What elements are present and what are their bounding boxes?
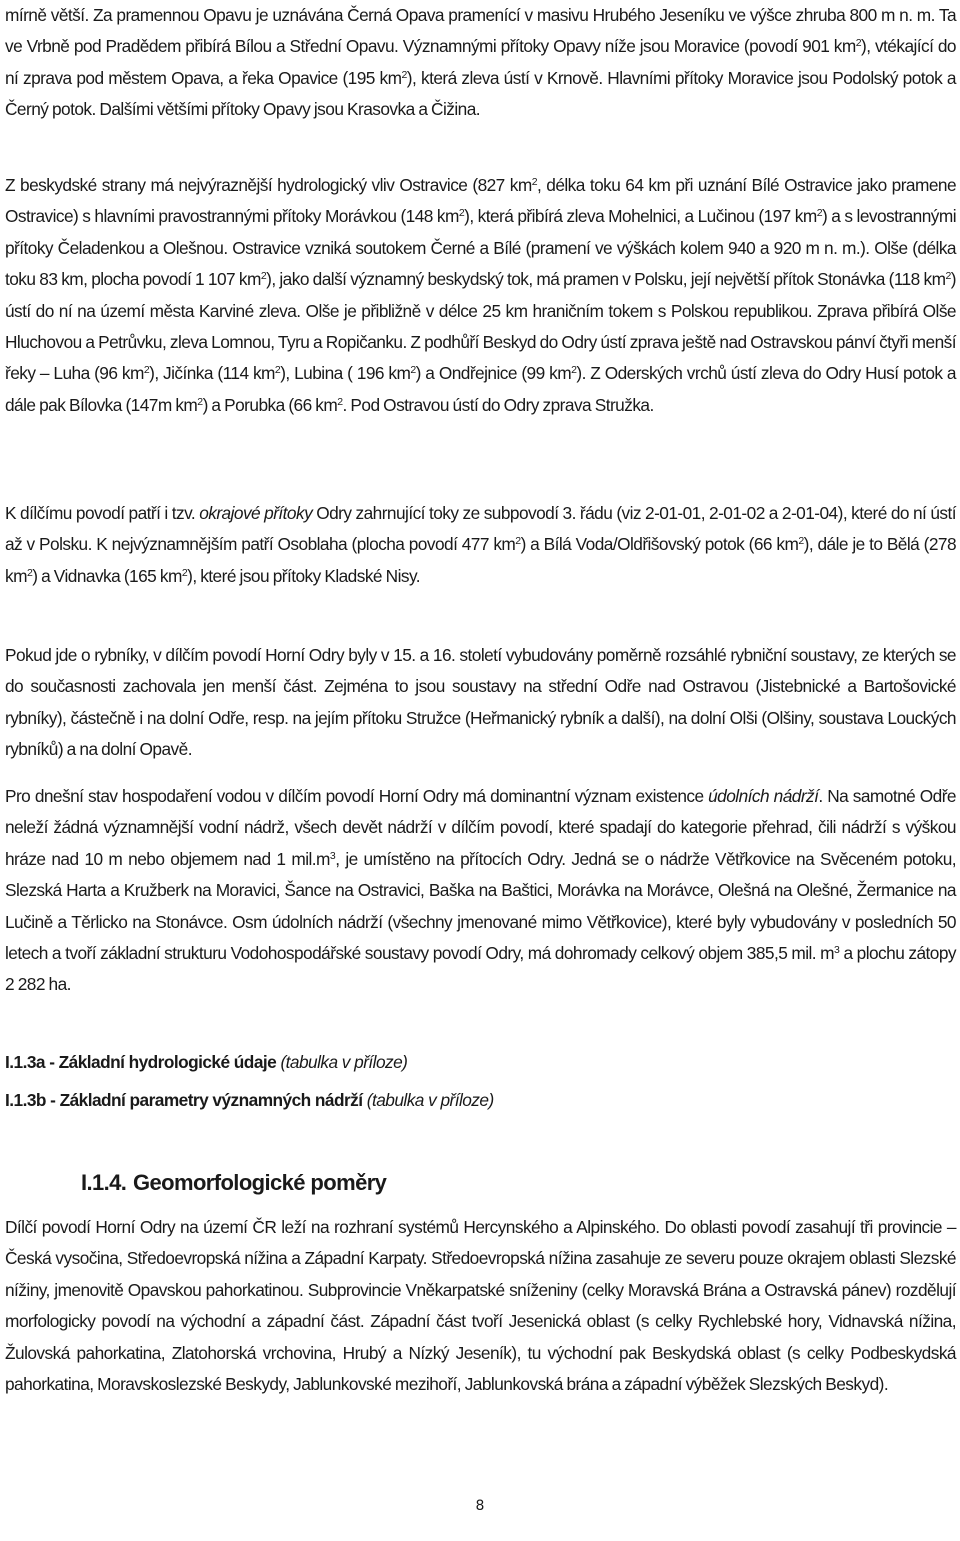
superscript: 2: [260, 270, 267, 283]
paragraph-reservoirs: [5, 781, 956, 1001]
text-run: ), která přibírá zleva Mohelnici, a Lučinou (197 km: [464, 206, 817, 227]
text-run: ), Lubina ( 196 km: [280, 363, 411, 384]
text-run: , je umístěno na přítocích Odry. Jedná se o nádrže Větřkovice na Svěceném potoku, Slezská Harta a Kružberk na Moravici, Šance na Ostravici, Baška na Baštici, Morávka na Morávce, Olešná na Olešné, Žermanice na Lučině a Těrlicko na Stonávce. Osm údolních nádrží (všechny jmenované mimo Větřkovice), které byly vybudovány v posledních 50 letech a tvoří základní strukturu Vodohospodářské soustavy povodí Odry, má dohromady celkový objem 385,5 mil. m: [5, 848, 957, 964]
text-run: K dílčímu povodí patří i tzv.: [5, 503, 200, 523]
superscript: 2: [181, 566, 188, 579]
text-run: Dílčí povodí Horní Odry na území ČR leží na rozhraní systémů Hercynského a Alpinského. Do oblasti povodí zasahují tři provincie – Česká vysočina, Středoevropská nížina a Západní Karpaty. Středoevropská nížina zasahuje ze severu pouze okrajem oblasti Slezské nížiny, jmenovitě Opavskou pahorkatinou. Subprovincie Vněkarpatské sníženiny (celky Moravská Brána a Ostravská pánev) rozdělují morfologicky povodí na východní a západní část. Západní část tvoří Jesenická oblast (s celky Rychlebské hory, Vidnavská nížina, Žulovská pahorkatina, Zlatohorská vrchovina, Hrubý a Nízký Jeseník), tu východní pak Beskydská oblast (s celky Podbeskydská pahorkatina, Moravskoslezské Beskydy, Jablunkovské mezihoří, Jablunkovská brána a západní výběžek Slezských Beskyd).: [5, 1217, 956, 1395]
paragraph-geomorphology: [5, 1212, 956, 1400]
table-reference-title: I.1.3b - Základní parametry významných nádrží: [5, 1090, 363, 1110]
superscript: 3: [329, 849, 336, 862]
text-run: ), Jičínka (114 km: [149, 363, 275, 384]
superscript: 2: [798, 535, 804, 548]
text-run: ) a Vidnavka (165 km: [32, 565, 182, 586]
paragraph-ponds: [5, 640, 956, 766]
text-run: , délka toku 64 km při uznání Bílé Ostravice jako pramene Ostravice) s hlavními pravostrannými přítoky Morávkou (148 km: [5, 175, 957, 227]
text-run: ), vtékající do ní zprava pod městem Opava, a řeka Opavice (195 km: [5, 36, 956, 88]
superscript: 2: [337, 395, 343, 408]
text-run: ), jako další významný beskydský tok, má pramen v Polsku, její největší přítok Stonávka (118 km: [266, 269, 946, 290]
text-run: . Na samotné Odře neleží žádná významnější vodní nádrž, všech devět nádrží v dílčím povodí, které spadají do kategorie přehrad, čili nádrží s výškou hráze nad 10 m nebo objemem nad 1 mil.m: [5, 786, 956, 869]
page-number: 8: [475, 1498, 485, 1514]
text-run: ) a Bílá Voda/Oldřišovský potok (66 km: [520, 534, 799, 555]
superscript: 2: [197, 395, 203, 408]
section-heading: [81, 1168, 386, 1198]
superscript: 2: [515, 535, 521, 548]
paragraph-beskydy-rivers: [5, 170, 956, 421]
superscript: 3: [834, 944, 840, 957]
superscript: 2: [855, 37, 862, 50]
paragraph-opava-tributaries: [5, 0, 956, 126]
text-run: ) a Ondřejnice (99 km: [415, 363, 572, 384]
text-run: ) a Porubka (66 km: [202, 394, 338, 415]
table-reference-note: (tabulka v příloze): [366, 1090, 494, 1110]
superscript: 2: [531, 176, 537, 188]
text-run: Odry zahrnující toky ze subpovodí 3. řádu (viz 2-01-01, 2-01-02 a 2-01-04), které do ní ústí až v Polsku. K nejvýznamnějším patří Osoblaha (plocha povodí 477 km: [5, 503, 956, 555]
emphasis-text: okrajové přítoky: [199, 503, 313, 523]
text-run: ) a s levostrannými přítoky Čeladenkou a Olešnou. Ostravice vzniká soutokem Černé a Bílé (pramení ve výškách kolem 940 a 920 m n. m.). Olše (délka toku 83 km, plocha povodí 1 107 km: [5, 206, 956, 290]
text-run: Z beskydské strany má nejvýraznější hydrologický vliv Ostravice (827 km: [5, 175, 532, 195]
text-run: Pokud jde o rybníky, v dílčím povodí Horní Odry byly v 15. a 16. století vybudovány poměrně rozsáhlé rybniční soustavy, ze kterých se do současnosti zachovala jen menší část. Zejména to jsou soustavy na střední Odře nad Ostravou (Jistebnické a Bartošovické rybníky), částečně i na dolní Odře, resp. na jejím přítoku Stružce (Heřmanický rybník a další), na dolní Olši (Olšiny, soustava Louckých rybníků) a na dolní Opavě.: [5, 645, 956, 760]
table-reference-reservoirs: [5, 1088, 494, 1112]
text-run: ). Z Oderských vrchů ústí zleva do Odry Husí potok a dále pak Bílovka (147m km: [5, 363, 956, 415]
text-run: mírně větší. Za pramennou Opavu je uznávána Černá Opava pramenící v masivu Hrubého Jeseníku ve výšce zhruba 800 m n. m. Ta ve Vrbně pod Pradědem přibírá Bílou a Střední Opavu. Významnými přítoky Opavy níže jsou Moravice (povodí 901 km: [5, 5, 956, 57]
text-run: . Pod Ostravou ústí do Odry zprava Stružka.: [342, 394, 654, 415]
superscript: 2: [410, 364, 416, 377]
text-run: ), která zleva ústí v Krnově. Hlavními přítoky Moravice jsou Podolský potok a Černý potok. Dalšími většími přítoky Opavy jsou Krasovka a Čižina.: [5, 67, 956, 120]
table-reference-hydrology: [5, 1050, 407, 1074]
text-run: ), které jsou přítoky Kladské Nisy.: [187, 565, 421, 586]
emphasis-text: údolních nádrží: [708, 786, 819, 806]
superscript: 2: [816, 207, 823, 220]
superscript: 2: [571, 364, 577, 377]
superscript: 2: [274, 364, 281, 377]
superscript: 2: [401, 68, 407, 81]
paragraph-marginal-tributaries: [5, 498, 956, 592]
text-run: ) ústí do ní na území města Karviné zleva. Olše je přibližně v délce 25 km hraničním tokem s Polskou republikou. Zprava přibírá Olše Hluchovou a Petrůvku, zleva Lomnou, Tyru a Ropičanku. Z podhůří Beskyd do Odry ústí zprava ještě nad Ostravskou pánví čtyři menší řeky – Luha (96 km: [5, 269, 956, 384]
table-reference-title: I.1.3a - Základní hydrologické údaje: [5, 1052, 277, 1072]
superscript: 2: [143, 364, 150, 377]
text-run: ), dále je to Bělá (278 km: [5, 534, 957, 586]
superscript: 2: [945, 270, 951, 283]
text-run: a plochu zátopy 2 282 ha.: [5, 943, 956, 995]
superscript: 2: [26, 566, 33, 579]
section-title: Geomorfologické poměry: [133, 1170, 387, 1195]
text-run: Pro dnešní stav hospodaření vodou v dílčím povodí Horní Odry má dominantní význam existence: [5, 786, 709, 806]
table-reference-note: (tabulka v příloze): [280, 1052, 408, 1072]
superscript: 2: [458, 207, 465, 220]
section-number: I.1.4.: [81, 1170, 127, 1195]
